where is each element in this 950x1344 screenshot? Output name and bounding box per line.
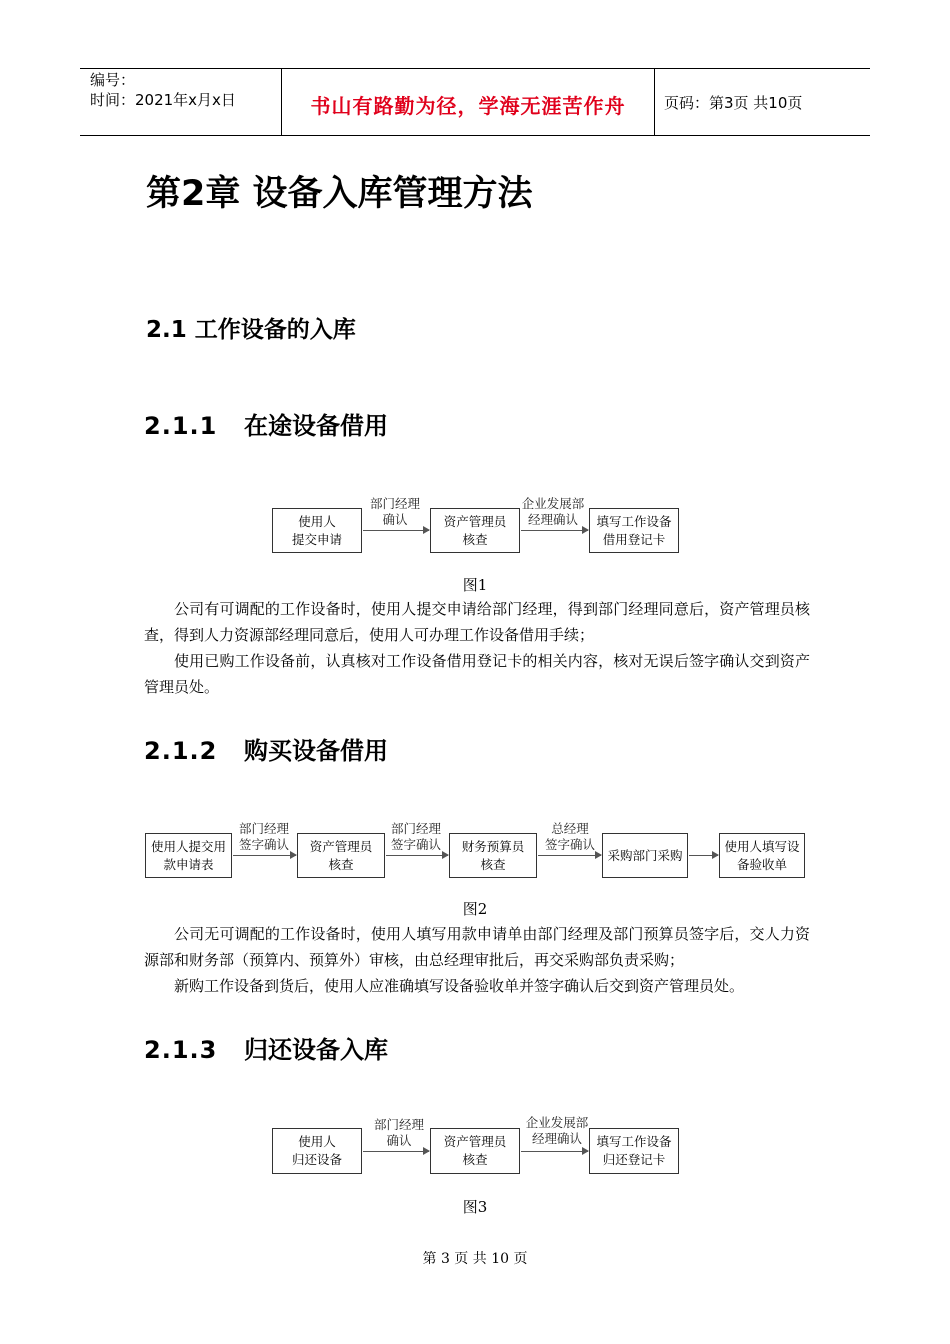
subsection-title: 在途设备借用 <box>244 412 388 440</box>
flow-box: 使用人提交用 款申请表 <box>145 833 232 878</box>
body-paragraph: 公司有可调配的工作设备时，使用人提交申请给部门经理，得到部门经理同意后，资产管理员核查，得到人力资源部经理同意后，使用人可办理工作设备借用手续； <box>144 600 810 644</box>
flow-arrow-label: 部门经理 确认 <box>373 1117 424 1148</box>
chapter-title: 第2章 设备入库管理方法 <box>146 174 533 214</box>
flow-box: 资产管理员 核查 <box>430 508 520 553</box>
subsection-heading-1 <box>144 406 388 441</box>
figure-caption-2: 图2 <box>462 900 488 918</box>
header-page-label: 页码：第3页 共10页 <box>664 94 803 112</box>
header-bottom-rule <box>80 135 870 136</box>
subsection-number: 2.1.2 <box>144 737 218 765</box>
flow-box: 使用人 提交申请 <box>272 508 362 553</box>
flow-box: 使用人填写设 备验收单 <box>719 833 805 878</box>
flow-arrow-label: 部门经理 确认 <box>369 496 420 527</box>
flow-arrow-label: 总经理 签字确认 <box>544 821 595 852</box>
flow-box: 资产管理员 核查 <box>297 833 385 878</box>
header-motto: 书山有路勤为径，学海无涯苦作舟 <box>310 94 626 118</box>
body-paragraph: 公司无可调配的工作设备时，使用人填写用款申请单由部门经理及部门预算员签字后，交人力资源部和财务部（预算内、预算外）审核，由总经理审批后，再交采购部负责采购； <box>144 925 810 969</box>
flow-arrow-label: 企业发展部 经理确认 <box>525 1115 589 1146</box>
subsection-heading-3 <box>144 1030 388 1065</box>
page-footer: 第 3 页 共 10 页 <box>422 1251 528 1267</box>
flow-arrow <box>689 855 718 856</box>
figure-caption-1: 图1 <box>462 576 488 594</box>
flow-arrow <box>521 530 588 531</box>
paragraph-group-1 <box>144 596 810 700</box>
flow-arrow-label: 部门经理 签字确认 <box>238 821 289 852</box>
body-paragraph: 使用已购工作设备前，认真核对工作设备借用登记卡的相关内容，核对无误后签字确认交到资产管理员处。 <box>144 652 810 696</box>
subsection-heading-2 <box>144 731 388 766</box>
flow-box: 采购部门采购 <box>602 833 688 878</box>
flow-arrow-label: 部门经理 签字确认 <box>390 821 441 852</box>
header-number-label: 编号： <box>90 71 136 89</box>
flow-arrow <box>363 1151 429 1152</box>
figure-caption-3: 图3 <box>462 1198 488 1216</box>
header-divider-right <box>654 68 655 136</box>
subsection-title: 购买设备借用 <box>244 737 388 765</box>
flow-box: 填写工作设备 归还登记卡 <box>589 1128 679 1174</box>
flow-arrow-label: 企业发展部 经理确认 <box>521 496 585 527</box>
flow-arrow <box>521 1151 588 1152</box>
body-paragraph: 新购工作设备到货后，使用人应准确填写设备验收单并签字确认后交到资产管理员处。 <box>174 977 745 995</box>
flow-arrow <box>386 855 448 856</box>
subsection-title: 归还设备入库 <box>244 1036 388 1064</box>
subsection-number: 2.1.3 <box>144 1036 218 1064</box>
flow-arrow <box>363 530 429 531</box>
subsection-number: 2.1.1 <box>144 412 218 440</box>
flow-arrow <box>233 855 296 856</box>
paragraph-group-2 <box>144 921 810 999</box>
flow-box: 财务预算员 核查 <box>449 833 537 878</box>
flow-box: 填写工作设备 借用登记卡 <box>589 508 679 553</box>
header-top-rule <box>80 68 870 69</box>
flow-arrow <box>538 855 601 856</box>
flow-box: 资产管理员 核查 <box>430 1128 520 1174</box>
header-time-label: 时间：2021年x月x日 <box>90 91 236 109</box>
flow-box: 使用人 归还设备 <box>272 1128 362 1174</box>
section-title: 2.1 工作设备的入库 <box>146 317 356 343</box>
